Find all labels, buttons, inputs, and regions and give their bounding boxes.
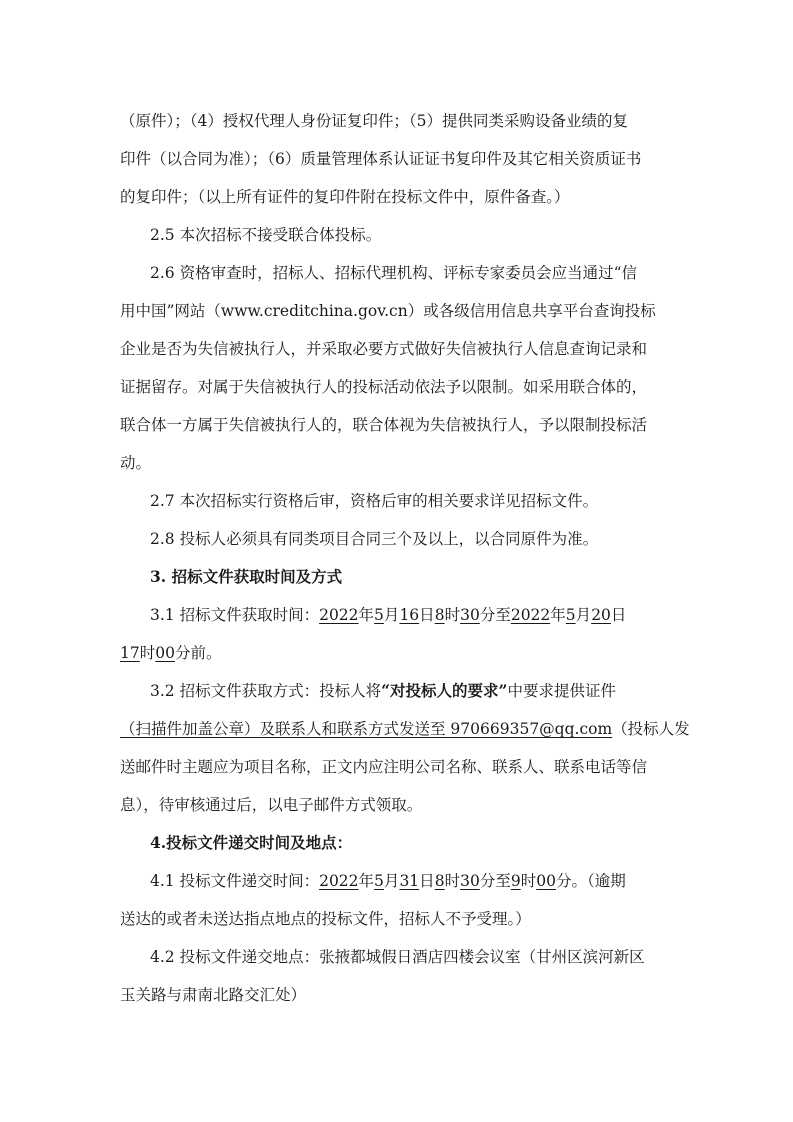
contact-email-text[interactable]: （扫描件加盖公章）及联系人和联系方式发送至 970669357@qq.com — [120, 720, 613, 738]
clause-2-5: 2.5 本次招标不接受联合体投标。 — [150, 226, 382, 244]
clause-2-6-line: 联合体一方属于失信被执行人的，联合体视为失信被执行人，予以限制投标活 — [120, 416, 648, 434]
clause-3-1-prefix: 3.1 招标文件获取时间： — [150, 606, 320, 624]
text: 时 — [444, 872, 461, 890]
clause-3-2-prefix: 3.2 招标文件获取方式：投标人将 — [150, 682, 382, 700]
text: 日 — [419, 872, 435, 890]
text: 时 — [444, 606, 461, 624]
clause-3-2 — [150, 673, 616, 709]
clause-2-6-line: 2.6 资格审查时，招标人、招标代理机构、评标专家委员会应当通过“信 — [150, 264, 638, 282]
end-minute: 00 — [155, 644, 175, 662]
paragraph-line: 印件（以合同为准）；（6）质量管理体系认证证书复印件及其它相关资质证书 — [120, 150, 642, 168]
end-month: 5 — [565, 606, 576, 624]
text: 月 — [383, 606, 400, 624]
text: 时 — [520, 872, 537, 890]
clause-2-6-line: 证据留存。对属于失信被执行人的投标活动依法予以限制。如采用联合体的， — [120, 378, 648, 396]
clause-3-2-line2-suffix: （投标人发 — [612, 720, 690, 738]
start-minute: 30 — [460, 606, 480, 624]
clause-3-2-line2 — [120, 711, 690, 747]
deadline-day: 31 — [399, 872, 420, 890]
text: 分至 — [479, 872, 511, 890]
clause-2-6-line: 动。 — [120, 454, 152, 472]
clause-4-1-prefix: 4.1 投标文件递交时间： — [150, 872, 320, 890]
text: 时 — [139, 644, 156, 662]
clause-3-1-line2 — [120, 635, 222, 671]
bidder-requirements-ref: “对投标人的要求” — [381, 681, 508, 700]
deadline-start-hour: 8 — [434, 872, 445, 890]
deadline-end-hour: 9 — [510, 872, 521, 890]
clause-2-7: 2.7 本次招标实行资格后审，资格后审的相关要求详见招标文件。 — [150, 492, 599, 510]
deadline-start-minute: 30 — [460, 872, 480, 890]
clause-2-8: 2.8 投标人必须具有同类项目合同三个及以上，以合同原件为准。 — [150, 530, 599, 548]
clause-2-6-line: 用中国”网站（www.creditchina.gov.cn）或各级信用信息共享平台查询投标 — [120, 302, 656, 320]
deadline-month: 5 — [374, 872, 384, 890]
text: 分至 — [479, 606, 511, 624]
start-hour: 8 — [434, 606, 445, 624]
text: 分。（逾期 — [555, 872, 626, 890]
start-month: 5 — [374, 606, 384, 624]
paragraph-line: 的复印件；（以上所有证件的复印件附在投标文件中，原件备查。） — [120, 188, 570, 206]
text: 年 — [358, 606, 375, 624]
end-day: 20 — [591, 606, 611, 624]
text: 日 — [419, 606, 435, 624]
start-day: 16 — [399, 606, 420, 624]
text: 年 — [550, 606, 566, 624]
start-year: 2022 — [319, 606, 359, 624]
clause-4-2-line2: 玉关路与肃南北路交汇处） — [120, 986, 307, 1004]
deadline-end-minute: 00 — [536, 872, 556, 890]
text: 日 — [610, 606, 627, 624]
clause-3-1 — [150, 597, 626, 633]
clause-2-6-line: 企业是否为失信被执行人，并采取必要方式做好失信被执行人信息查询记录和 — [120, 340, 648, 358]
clause-4-1 — [150, 863, 626, 899]
clause-3-2-line3: 送邮件时主题应为项目名称，正文内应注明公司名称、联系人、联系电话等信 — [120, 758, 648, 776]
section-heading-4: 4.投标文件递交时间及地点： — [150, 833, 353, 852]
deadline-year: 2022 — [319, 872, 359, 890]
clause-3-2-line4: 息），待审核通过后，以电子邮件方式领取。 — [120, 796, 423, 814]
clause-3-2-suffix: 中要求提供证件 — [507, 682, 616, 700]
clause-4-1-line2: 送达的或者未送达指点地点的投标文件，招标人不予受理。） — [120, 910, 531, 928]
end-year: 2022 — [510, 606, 551, 624]
text: 年 — [358, 872, 375, 890]
text: 月 — [575, 606, 592, 624]
clause-4-2: 4.2 投标文件递交地点：张掖都城假日酒店四楼会议室（甘州区滨河新区 — [150, 948, 645, 966]
paragraph-line: （原件）；（4）授权代理人身份证复印件；（5）提供同类采购设备业绩的复 — [120, 112, 628, 130]
end-hour: 17 — [120, 644, 140, 662]
text: 月 — [383, 872, 400, 890]
text: 分前。 — [174, 644, 222, 662]
section-heading-3: 3. 招标文件获取时间及方式 — [150, 567, 343, 586]
